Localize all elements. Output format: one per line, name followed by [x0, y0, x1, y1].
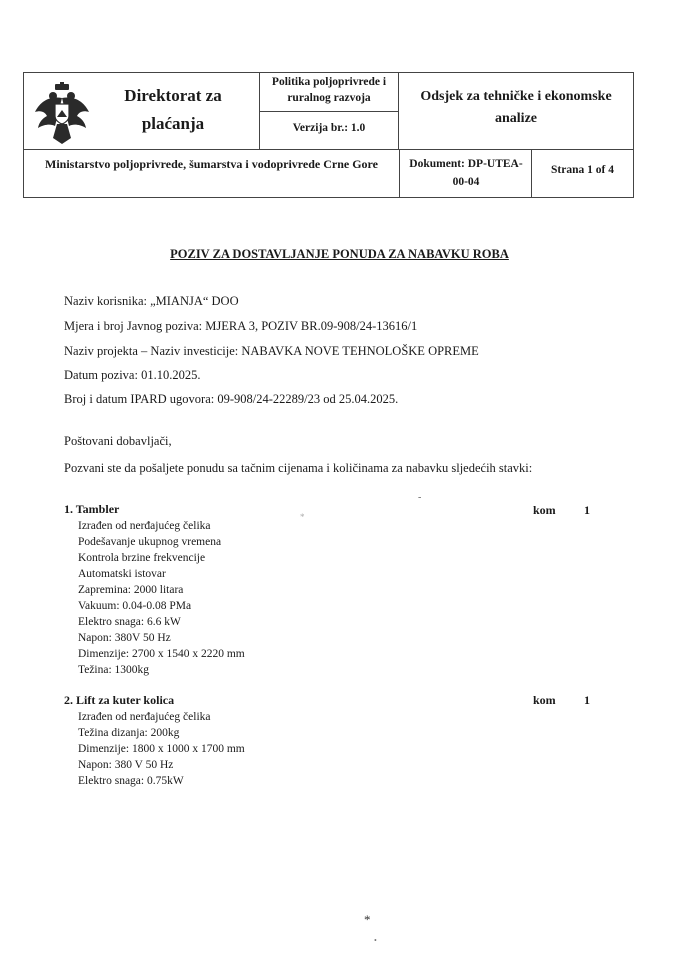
- ministry-name: Ministarstvo poljoprivrede, šumarstva i vodoprivrede Crne Gore: [45, 157, 378, 171]
- item-spec: Izrađen od nerđajućeg čelika: [78, 711, 211, 723]
- policy-title: Politika poljoprivrede i ruralnog razvoja: [271, 76, 387, 104]
- scan-speck: *: [300, 512, 305, 522]
- item-spec: Težina: 1300kg: [78, 664, 150, 676]
- item-spec: Izrađen od nerđajućeg čelika: [78, 520, 211, 532]
- scan-speck: *: [364, 912, 371, 927]
- item-spec: Kontrola brzine frekvencije: [78, 552, 206, 564]
- item-quantity: 1: [584, 503, 590, 517]
- beneficiary-line: Naziv korisnika: „MIANJA“ DOO: [64, 294, 239, 308]
- item-spec: Dimenzije: 2700 x 1540 x 2220 mm: [78, 648, 245, 660]
- date-line: Datum poziva: 01.10.2025.: [64, 368, 201, 382]
- greeting: Poštovani dobavljači,: [64, 434, 172, 448]
- item-spec: Zapremina: 2000 litara: [78, 584, 184, 596]
- project-line: Naziv projekta – Naziv investicije: NABAVKA NOVE TEHNOLOŠKE OPREME: [64, 344, 479, 358]
- document-number: Dokument: DP-UTEA-00-04: [409, 158, 523, 188]
- item-spec: Podešavanje ukupnog vremena: [78, 536, 222, 548]
- item-spec: Napon: 380V 50 Hz: [78, 632, 171, 644]
- org-name: Direktorat za plaćanja: [124, 86, 222, 133]
- intro-text: Pozvani ste da pošaljete ponudu sa tačnim cijenama i količinama za nabavku sljedećih stavki:: [64, 461, 533, 475]
- item-spec: Vakuum: 0.04-0.08 PMa: [78, 600, 192, 612]
- page-number: Strana 1 of 4: [551, 164, 614, 176]
- item-spec: Automatski istovar: [78, 568, 166, 580]
- scan-speck: -: [418, 492, 422, 503]
- version-label: Verzija br.: 1.0: [292, 122, 366, 134]
- item-quantity: 1: [584, 693, 590, 707]
- item-title: 2. Lift za kuter kolica: [64, 693, 175, 707]
- item-title: 1. Tambler: [64, 502, 120, 516]
- coat-of-arms-emblem: [33, 82, 91, 144]
- item-spec: Elektro snaga: 0.75kW: [78, 775, 184, 787]
- item-unit: kom: [533, 503, 556, 517]
- item-spec: Elektro snaga: 6.6 kW: [78, 616, 181, 628]
- document-title: POZIV ZA DOSTAVLJANJE PONUDA ZA NABAVKU ROBA: [170, 247, 509, 261]
- item-spec: Težina dizanja: 200kg: [78, 727, 180, 739]
- measure-line: Mjera i broj Javnog poziva: MJERA 3, POZIV BR.09-908/24-13616/1: [64, 319, 418, 333]
- contract-line: Broj i datum IPARD ugovora: 09-908/24-22289/23 od 25.04.2025.: [64, 392, 399, 406]
- item-spec: Napon: 380 V 50 Hz: [78, 759, 174, 771]
- scan-speck: •: [374, 936, 377, 945]
- department-name: Odsjek za tehničke i ekonomske analize: [420, 89, 612, 126]
- item-spec: Dimenzije: 1800 x 1000 x 1700 mm: [78, 743, 245, 755]
- document-header-table: [23, 72, 634, 198]
- item-unit: kom: [533, 693, 556, 707]
